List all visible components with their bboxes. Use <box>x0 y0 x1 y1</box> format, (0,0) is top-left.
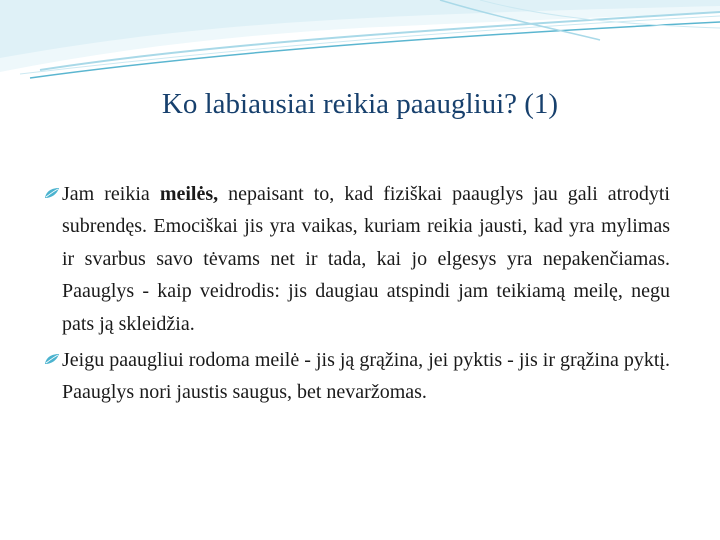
bullet-list <box>44 178 670 413</box>
leaf-bullet-icon <box>44 187 60 199</box>
bullet-1-text-start: Jam reikia <box>62 183 160 205</box>
bullet-1-text-rest: nepaisant to, kad fiziškai paauglys jau gali atrodyti subrendęs. Emociškai jis yra vaikas, kuriam reikia jausti, kad yra mylimas ir svarbus savo tėvams net ir tada, kai jo elgesys yra nepakenčiamas. Paauglys - kaip veidrodis: jis daugiau atspindi jam teikiamą meilę, negu pats ją skleidžia. <box>62 183 670 335</box>
bullet-item-2 <box>44 344 670 409</box>
header-wave-decoration <box>0 0 720 90</box>
slide-title: Ko labiausiai reikia paaugliui? (1) <box>161 88 559 120</box>
bullet-2-text: Jeigu paaugliui rodoma meilė - jis ją grąžina, jei pyktis - jis ir grąžina pyktį. Paauglys nori jaustis saugus, bet nevaržomas. <box>62 349 670 404</box>
leaf-bullet-icon <box>44 353 60 365</box>
bullet-1-bold-word: meilės, <box>159 183 219 205</box>
bullet-item-1 <box>44 178 670 340</box>
